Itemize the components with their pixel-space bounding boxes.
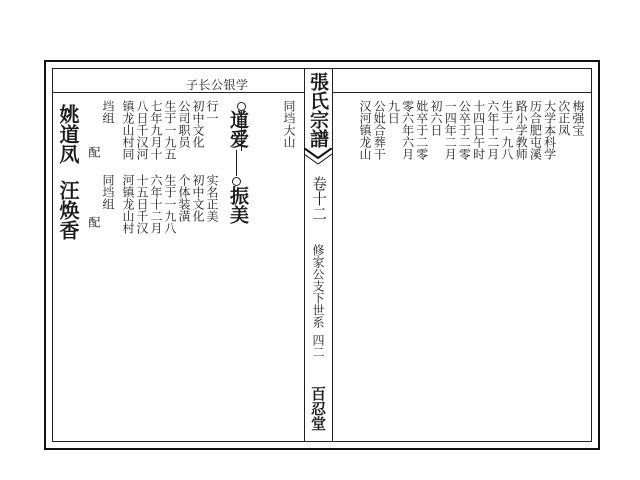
spouse-label-2: 配 bbox=[87, 216, 101, 228]
p1-line8: 垱组 bbox=[101, 100, 115, 124]
right-text-column: 次正凤 bbox=[556, 100, 571, 136]
place-column: 同垱大山 bbox=[282, 100, 296, 148]
spouse-name-2: 汪焕香 bbox=[56, 180, 80, 240]
right-text-column: 六年十二月 bbox=[485, 100, 500, 160]
page-number: 四二 bbox=[311, 334, 325, 358]
p2-line1: 实名正美 bbox=[205, 174, 219, 222]
p2-line4: 生于一九八 bbox=[163, 174, 177, 234]
right-text-column: 路小学教师 bbox=[514, 100, 529, 160]
generation-dash bbox=[236, 150, 237, 176]
p2-line2: 初中文化 bbox=[191, 174, 205, 222]
left-page-header: 子长公银学 bbox=[186, 78, 249, 92]
hall-name: 百忍堂 bbox=[309, 386, 327, 431]
right-text-column: 梅强宝 bbox=[571, 100, 585, 136]
p1-line6: 八日千汉河 bbox=[135, 100, 149, 160]
left-header-rule bbox=[52, 92, 304, 93]
right-header-rule bbox=[332, 92, 592, 93]
right-text-column: 妣卒于二零 bbox=[414, 100, 429, 160]
right-text-column: 生于一九八 bbox=[500, 100, 514, 160]
p2-line3: 个体装潢 bbox=[177, 174, 191, 222]
right-text-column: 公卒于二零 bbox=[457, 100, 472, 160]
right-text-column: 一四年二月 bbox=[443, 100, 458, 160]
right-text-column: 历合肥屯溪 bbox=[528, 100, 543, 160]
right-text-column: 十四日午时 bbox=[471, 100, 486, 160]
p1-line2: 初中文化 bbox=[191, 100, 205, 148]
p2-line6: 十五日千汉 bbox=[135, 174, 149, 234]
spouse-label-1: 配 bbox=[87, 146, 101, 158]
p1-line5: 七年九月十 bbox=[149, 100, 163, 160]
p2-line5: 六年十二月 bbox=[149, 174, 163, 234]
p1-line3: 公司职员 bbox=[177, 100, 191, 148]
p2-line8: 同垱组 bbox=[101, 174, 115, 210]
spine bbox=[304, 68, 332, 442]
spouse-name-1: 姚道凤 bbox=[56, 104, 80, 164]
right-text-column: 公妣合葬干 bbox=[372, 100, 387, 160]
fishtail-ornament bbox=[304, 148, 332, 168]
right-text-column: 汉河镇龙山 bbox=[358, 100, 372, 160]
generation-circle bbox=[232, 177, 241, 186]
person-name-zhenmei: 振美 bbox=[227, 186, 249, 224]
p2-line7: 河镇龙山村 bbox=[121, 174, 135, 234]
section-label: 修家公支下世系 bbox=[311, 244, 325, 328]
right-text-column: 九日 bbox=[386, 100, 401, 124]
p1-line1: 行一 bbox=[205, 100, 219, 124]
person-name-daoai: 道爱 bbox=[227, 110, 249, 148]
right-text-column: 零六年六月 bbox=[400, 100, 415, 160]
right-text-column: 大学本科学 bbox=[542, 100, 557, 160]
p1-line4: 生于一九五 bbox=[163, 100, 177, 160]
right-text-column: 初六日 bbox=[429, 100, 443, 136]
volume-label: 卷十二 bbox=[310, 176, 328, 221]
genealogy-title: 張氏宗譜 bbox=[307, 72, 329, 148]
p1-line7: 镇龙山村同 bbox=[121, 100, 135, 160]
